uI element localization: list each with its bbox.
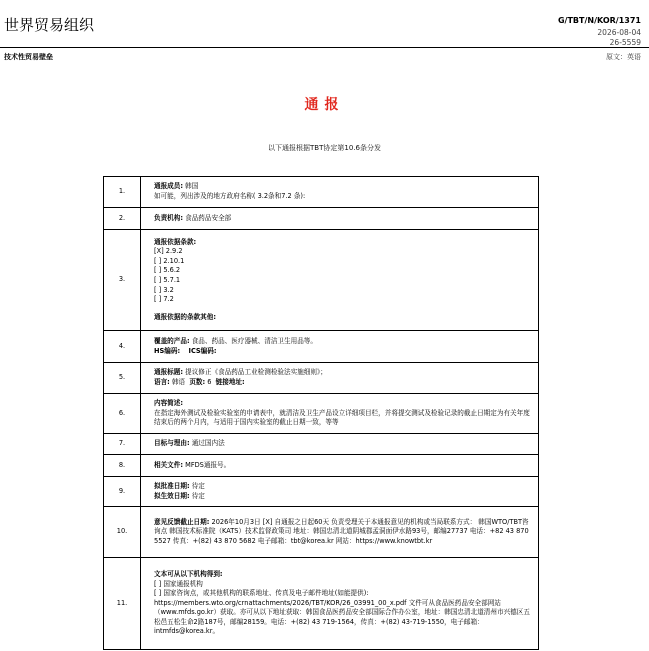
- row-number: 1.: [104, 177, 141, 208]
- document-number: G/TBT/N/KOR/1371: [557, 16, 641, 25]
- field-label: 目标与理由:: [154, 439, 190, 448]
- field-value: 待定: [191, 491, 205, 500]
- field-label: 通报标题:: [154, 368, 184, 377]
- table-row: [104, 230, 539, 331]
- table-row: [104, 208, 539, 230]
- row-number: 7.: [104, 434, 141, 455]
- row-content: [141, 434, 539, 455]
- table-row: [104, 455, 539, 477]
- row-content: [141, 455, 539, 477]
- row-number: 3.: [104, 230, 141, 331]
- table-row: [104, 434, 539, 455]
- table-row: [104, 558, 539, 650]
- field-label: 拟生效日期:: [154, 491, 190, 500]
- clause-option: [ ] 5.6.2: [154, 266, 181, 275]
- header-divider: [0, 47, 649, 48]
- clause-option: [ ] 3.2: [154, 285, 174, 294]
- organization-name: 世界贸易组织: [4, 16, 95, 34]
- field-value: 2026年10月3日 [X] 自通报之日起60天 负责受理关于本通报意见的机构或当局联系方式： 韩国WTO/TBT咨询点 韩国技术标准院（KATS）技术监督政策司 地址：韩国忠清北道阴城郡孟洞面伊水路93号，邮编27737 电话：+82 43 870 5527 传真：+(82) 43 870 5682 电子邮箱：tbt@korea.kr 网站：https://www.knowtbt.kr: [154, 517, 529, 545]
- table-row: [104, 177, 539, 208]
- field-label: 意见反馈截止日期:: [154, 517, 210, 526]
- document-date: 2026-08-04: [597, 28, 641, 37]
- clause-option: [ ] 5.7.1: [154, 276, 181, 284]
- row-content: [141, 331, 539, 363]
- field-value: 食品药品安全部: [185, 213, 232, 222]
- row-content: [141, 230, 539, 331]
- field-label: 相关文件:: [154, 460, 184, 469]
- notification-subtitle: 以下通报根据TBT协定第10.6条分发: [268, 144, 381, 152]
- original-language: 原文：英语: [606, 53, 641, 61]
- field-label: 语言:: [154, 378, 170, 386]
- field-label: 内容简述:: [154, 399, 184, 408]
- field-note: 如可能，列出涉及的地方政府名称( 3.2条和7.2 条):: [154, 192, 306, 200]
- row-content: [141, 558, 539, 650]
- notification-title: 通报: [304, 97, 345, 113]
- table-row: [104, 331, 539, 363]
- field-label: 页数:: [189, 378, 206, 386]
- row-content: [141, 177, 539, 208]
- field-label: 链接地址:: [215, 378, 245, 386]
- row-number: 5.: [104, 363, 141, 394]
- row-content: [141, 363, 539, 394]
- document-serial: 26-5559: [609, 38, 641, 47]
- row-number: 9.: [104, 477, 141, 507]
- clause-option: [X] 2.9.2: [154, 247, 183, 256]
- row-content: [141, 507, 539, 558]
- field-label: 负责机构:: [154, 213, 184, 222]
- source-option: [ ] 国家通报机构: [154, 579, 203, 588]
- row-number: 2.: [104, 208, 141, 230]
- clause-option: [ ] 2.10.1: [154, 256, 185, 265]
- field-value: 通过国内法: [191, 439, 225, 448]
- field-label: 通报依据的条款其他:: [154, 312, 216, 321]
- table-row: [104, 507, 539, 558]
- field-value: 食品、药品、医疗器械、清洁卫生用品等。: [191, 336, 317, 345]
- field-value: MFDS通报号。: [185, 460, 231, 469]
- field-value: 6: [207, 378, 212, 386]
- field-label: 文本可从以下机构得到:: [154, 570, 223, 579]
- committee-name: 技术性贸易壁垒: [4, 53, 53, 61]
- clause-option: [ ] 7.2: [154, 295, 174, 304]
- row-number: 10.: [104, 507, 141, 558]
- field-label: ICS编码:: [188, 346, 217, 355]
- field-value: https://members.wto.org/crnattachments/2026/TBT/KOR/26_03991_00_x.pdf 文件可从食品医药品安全部网站（www.mfds.go.kr）获取。亦可从以下地址获取：韩国食品医药品安全部国际合作办公室，地址：韩国忠清北道清州市兴德区五松邑五松生命2路187号，邮编28159。电话：+(82) 43 719-1564，传真：+(82) 43-719-1550，电子邮箱：intmfds@korea.kr。: [154, 598, 530, 636]
- field-label: 通报依据条款:: [154, 237, 197, 246]
- row-number: 8.: [104, 455, 141, 477]
- notification-table: [103, 176, 539, 650]
- field-label: 覆盖的产品:: [154, 336, 190, 345]
- field-label: HS编码:: [154, 346, 181, 355]
- row-content: [141, 208, 539, 230]
- row-number: 4.: [104, 331, 141, 363]
- field-value: 在指定海外测试及检验实验室的申请表中，就清洁及卫生产品设立详细项目栏，并将提交测试及检验记录的截止日期定为有关年度结束后的两个月内，与适用于国内实验室的截止日期一致，等等: [154, 408, 530, 427]
- field-label: 通报成员:: [154, 182, 184, 191]
- field-label: 拟批准日期:: [154, 481, 190, 490]
- row-number: 6.: [104, 394, 141, 434]
- source-option: [ ] 国家咨询点，或其他机构的联系地址、传真及电子邮件地址(如能提供):: [154, 589, 369, 598]
- field-value: 韩语: [171, 378, 186, 386]
- field-value: 提议修正《食品药品工业检测检验法实施细则》；: [185, 368, 327, 377]
- table-row: [104, 363, 539, 394]
- table-row: [104, 477, 539, 507]
- row-content: [141, 394, 539, 434]
- row-content: [141, 477, 539, 507]
- table-row: [104, 394, 539, 434]
- field-value: 韩国: [185, 182, 199, 191]
- field-value: 待定: [191, 481, 205, 490]
- row-number: 11.: [104, 558, 141, 650]
